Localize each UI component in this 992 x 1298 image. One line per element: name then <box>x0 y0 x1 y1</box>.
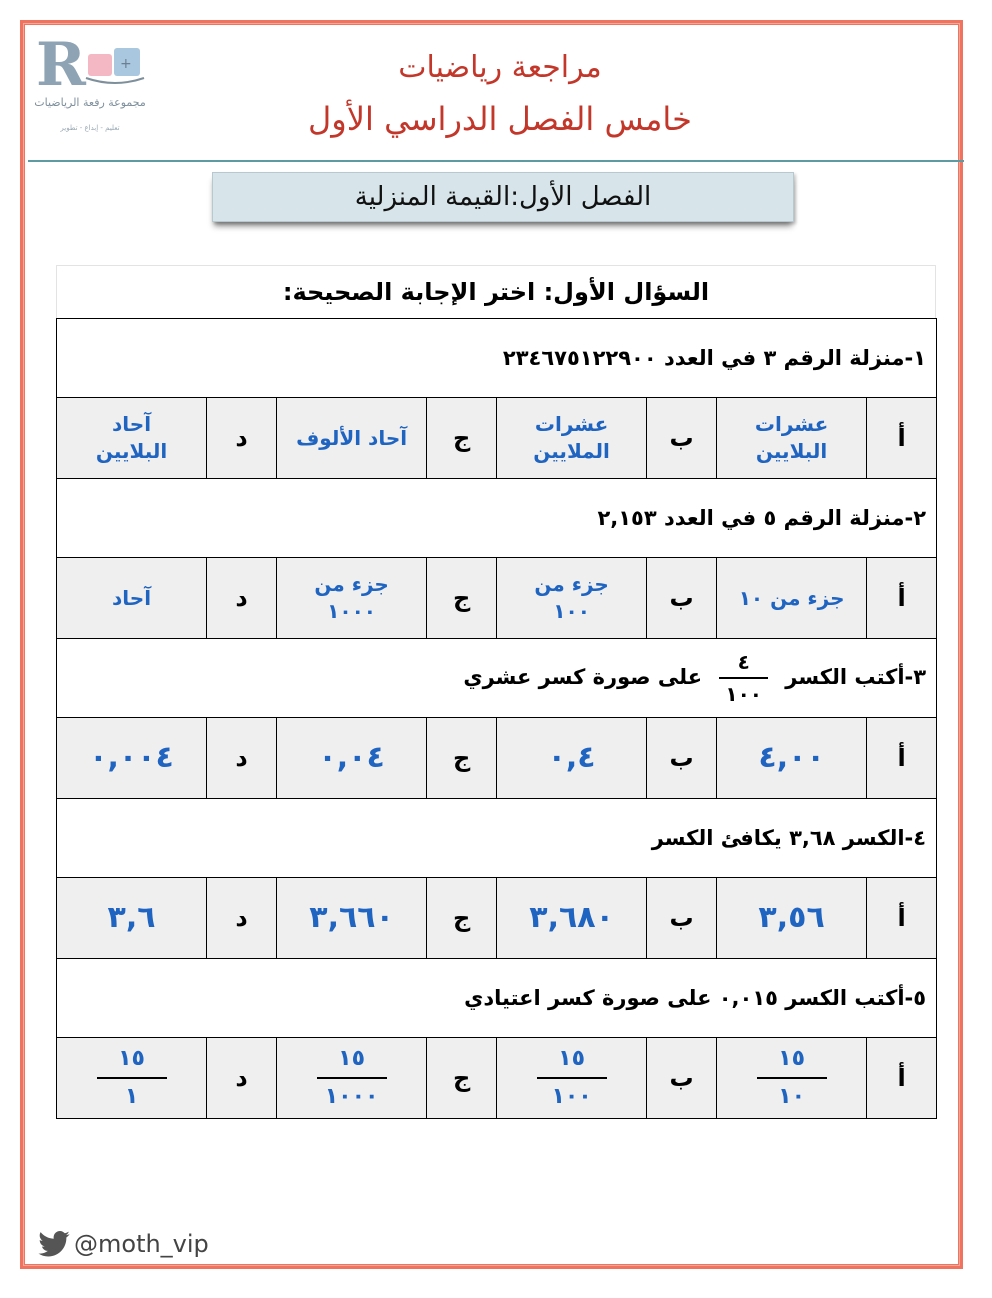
option-d[interactable]: آحاد البلايين <box>57 398 207 479</box>
option-letter: د <box>207 1038 277 1119</box>
option-b[interactable]: جزء من ١٠٠ <box>497 558 647 639</box>
option-d[interactable]: ٣,٦ <box>57 878 207 959</box>
option-letter: د <box>207 558 277 639</box>
question-3-options <box>57 718 937 799</box>
page-title-line2: خامس الفصل الدراسي الأول <box>308 100 692 138</box>
option-letter: ج <box>427 718 497 799</box>
svg-text:+: + <box>120 56 132 72</box>
logo <box>30 30 150 148</box>
question-1-prompt: ١-منزلة الرقم ٣ في العدد ٢٣٤٦٧٥١٢٢٩٠٠ <box>57 319 937 398</box>
option-c[interactable]: ٠,٠٤ <box>277 718 427 799</box>
question-5-prompt: ٥-أكتب الكسر ٠,٠١٥ على صورة كسر اعتيادي <box>57 959 937 1038</box>
option-letter: أ <box>867 718 937 799</box>
option-letter: ب <box>647 398 717 479</box>
option-letter: ج <box>427 878 497 959</box>
option-a[interactable]: ٤,٠٠ <box>717 718 867 799</box>
option-a[interactable]: $\frac{١٥}{١٠}$ <box>717 1038 867 1119</box>
option-c[interactable]: جزء من ١٠٠٠ <box>277 558 427 639</box>
option-letter: ج <box>427 398 497 479</box>
logo-text: مجموعة رفعة الرياضيات <box>34 96 146 109</box>
question-4-prompt: ٤-الكسر ٣,٦٨ يكافئ الكسر <box>57 799 937 878</box>
option-b[interactable]: $\frac{١٥}{١٠٠}$ <box>497 1038 647 1119</box>
twitter-bird-icon <box>38 1231 70 1257</box>
option-b[interactable]: ٣,٦٨٠ <box>497 878 647 959</box>
option-letter: أ <box>867 558 937 639</box>
question-1-options <box>57 398 937 479</box>
twitter-handle-text: @moth_vip <box>74 1230 209 1258</box>
option-letter: ب <box>647 718 717 799</box>
question-heading: السؤال الأول: اختر الإجابة الصحيحة: <box>56 265 936 319</box>
option-letter: د <box>207 718 277 799</box>
option-b[interactable]: عشرات الملايين <box>497 398 647 479</box>
question-2-prompt: ٢-منزلة الرقم ٥ في العدد ٢,١٥٣ <box>57 479 937 558</box>
option-letter: أ <box>867 398 937 479</box>
option-letter: أ <box>867 878 937 959</box>
option-a[interactable]: عشرات البلايين <box>717 398 867 479</box>
option-c[interactable]: ٣,٦٦٠ <box>277 878 427 959</box>
twitter-handle[interactable] <box>38 1230 209 1258</box>
option-d[interactable]: آحاد <box>57 558 207 639</box>
option-d[interactable]: ٠,٠٠٤ <box>57 718 207 799</box>
page-title-line1: مراجعة رياضيات <box>398 50 602 85</box>
option-letter: ب <box>647 878 717 959</box>
logo-letter: R <box>36 30 86 100</box>
option-a[interactable]: جزء من ١٠ <box>717 558 867 639</box>
option-a[interactable]: ٣,٥٦ <box>717 878 867 959</box>
option-letter: ب <box>647 558 717 639</box>
option-letter: ج <box>427 558 497 639</box>
logo-subtitle: تعليم - إبداع - تطوير <box>60 124 120 132</box>
option-letter: ج <box>427 1038 497 1119</box>
question-2-options <box>57 558 937 639</box>
chapter-banner: الفصل الأول:القيمة المنزلية <box>212 172 794 222</box>
option-c[interactable]: $\frac{١٥}{١٠٠٠}$ <box>277 1038 427 1119</box>
question-3-fraction: $\frac{٤}{١٠٠}$ <box>719 650 768 706</box>
question-4-options <box>57 878 937 959</box>
option-b[interactable]: ٠,٤ <box>497 718 647 799</box>
option-letter: د <box>207 878 277 959</box>
question-3-prompt: ٣-أكتب الكسر $\frac{٤}{١٠٠}$ على صورة كسر عشري <box>57 639 937 718</box>
option-d[interactable]: $\frac{١٥}{١}$ <box>57 1038 207 1119</box>
option-c[interactable]: آحاد الألوف <box>277 398 427 479</box>
header-divider <box>28 160 964 162</box>
question-table <box>56 318 937 1119</box>
option-letter: د <box>207 398 277 479</box>
option-letter: أ <box>867 1038 937 1119</box>
option-letter: ب <box>647 1038 717 1119</box>
logo-books-icon <box>82 40 148 88</box>
question-5-options <box>57 1038 937 1119</box>
